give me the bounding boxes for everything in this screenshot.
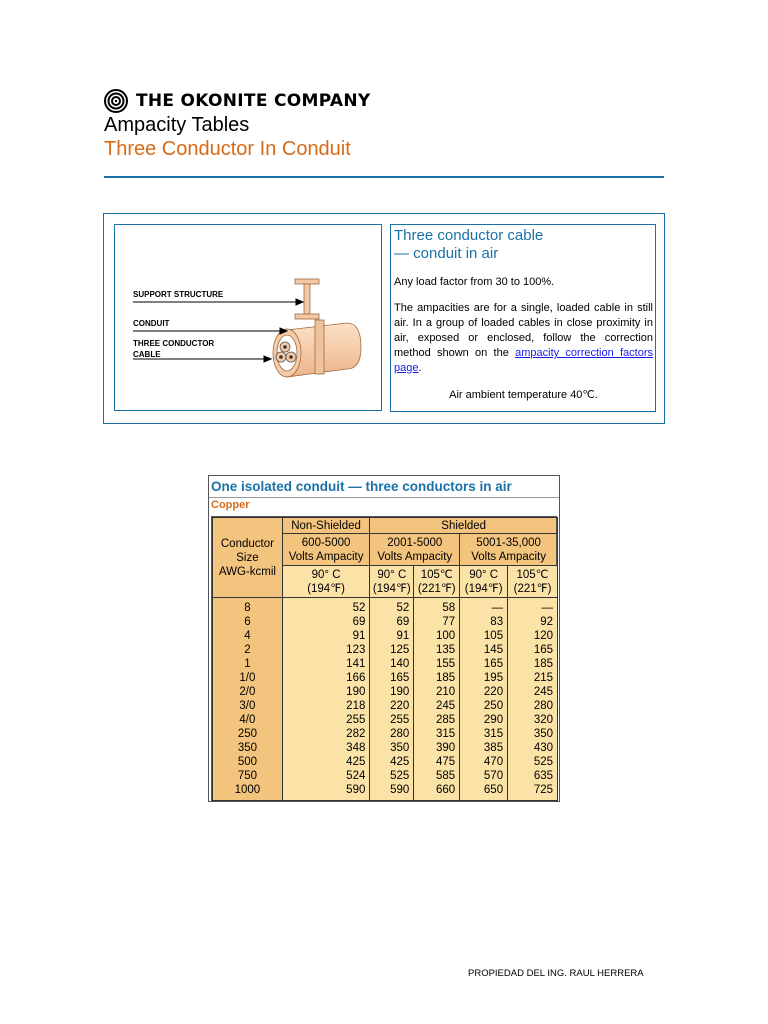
ampacity-value: 135	[436, 644, 456, 656]
ampacity-value: 165	[533, 644, 553, 656]
ampacity-value: 250	[483, 700, 504, 712]
ampacity-value: 220	[483, 686, 504, 698]
material-label: Copper	[211, 499, 250, 511]
temp-header-1	[282, 566, 370, 598]
ampacity-table-container	[208, 475, 560, 802]
header-divider	[104, 176, 664, 178]
temp-c-4: 90° C	[469, 568, 499, 581]
page-subtitle: Three Conductor In Conduit	[104, 138, 351, 160]
ampacity-value: 91	[352, 630, 366, 642]
conditions-heading-line2: — conduit in air	[394, 245, 499, 262]
size-column-header	[213, 518, 283, 598]
ampacity-value: 155	[436, 658, 456, 670]
ampacity-value: 255	[390, 714, 410, 726]
description-period: .	[418, 362, 422, 374]
conductor-size: 2/0	[239, 686, 256, 698]
ampacity-value: 215	[533, 672, 553, 684]
size-header-line1: Conductor	[220, 537, 274, 550]
conductor-size: 250	[237, 728, 257, 740]
conductor-size: 750	[237, 770, 257, 782]
correction-factors-link[interactable]: ampacity correction factors page	[394, 347, 653, 374]
temp-f-3: (221℉)	[417, 582, 456, 595]
ampacity-value: 425	[346, 756, 366, 768]
ampacity-value: 350	[390, 742, 410, 754]
load-factor-text: Any load factor from 30 to 100%.	[394, 276, 555, 288]
ampacity-value: 285	[436, 714, 456, 726]
support-structure-shape	[295, 279, 319, 319]
ampacity-value: 210	[436, 686, 456, 698]
ampacity-value: 282	[346, 728, 366, 740]
ampacity-value: 524	[346, 770, 366, 782]
ampacity-value: 280	[390, 728, 410, 740]
company-name: THE OKONITE COMPANY	[136, 91, 371, 111]
value-list-5	[508, 601, 553, 797]
ampacity-value: 58	[442, 602, 456, 614]
ampacity-value: 315	[436, 728, 456, 740]
ampacity-value: 475	[436, 756, 456, 768]
ampacity-value: 220	[390, 700, 410, 712]
ampacity-value: 91	[396, 630, 410, 642]
ampacity-value: 83	[490, 616, 504, 628]
ampacity-value: 185	[436, 672, 456, 684]
ampacity-value: 218	[346, 700, 366, 712]
ampacity-value: 77	[442, 616, 456, 628]
ampacity-table-frame	[211, 516, 557, 801]
cable-label-line2: CABLE	[133, 350, 161, 359]
ampacity-value: 255	[346, 714, 366, 726]
ampacity-value: 123	[346, 644, 366, 656]
ampacity-description	[394, 301, 653, 376]
volts-header-1	[282, 534, 370, 566]
ampacity-value: 141	[346, 658, 366, 670]
value-list-4	[460, 601, 503, 797]
conductor-size: 4	[244, 630, 251, 642]
ampacity-value: 585	[436, 770, 456, 782]
installation-diagram	[114, 224, 382, 411]
ampacity-value: 385	[483, 742, 504, 754]
temp-c-5: 105℃	[516, 568, 549, 581]
ampacity-value: 145	[483, 644, 504, 656]
ampacity-value: 320	[533, 714, 553, 726]
volts-header-2	[370, 534, 460, 566]
ampacity-value: —	[541, 602, 553, 614]
ampacity-value: 100	[436, 630, 456, 642]
temp-header-5	[508, 566, 558, 598]
ampacity-value: 570	[483, 770, 504, 782]
ampacity-value: 348	[346, 742, 366, 754]
volts-sub-1: Volts Ampacity	[288, 550, 364, 563]
conductor-size: 350	[237, 742, 257, 754]
value-list-3	[414, 601, 455, 797]
ampacity-value: 660	[436, 784, 456, 796]
temp-f-5: (221℉)	[513, 582, 552, 595]
value-column-4	[460, 598, 508, 801]
ampacity-value: 120	[533, 630, 553, 642]
conductor-size: 6	[244, 616, 251, 628]
ampacity-value: 195	[483, 672, 504, 684]
ampacity-value: 650	[483, 784, 504, 796]
ampacity-value: 245	[436, 700, 456, 712]
temp-f-4: (194℉)	[464, 582, 503, 595]
ampacity-value: 525	[533, 756, 553, 768]
ampacity-value: 166	[346, 672, 366, 684]
temp-header-3	[414, 566, 460, 598]
ampacity-value: 52	[396, 602, 410, 614]
ampacity-value: 140	[390, 658, 410, 670]
volts-range-3: 5001-35,000	[476, 536, 541, 549]
ampacity-value: 525	[390, 770, 410, 782]
size-header-line2: Size	[236, 551, 259, 564]
conditions-heading-line1: Three conductor cable	[394, 227, 544, 244]
size-list	[213, 601, 282, 797]
value-list-2	[370, 601, 409, 797]
ampacity-value: 190	[346, 686, 366, 698]
value-column-5	[508, 598, 558, 801]
temp-header-2	[370, 566, 414, 598]
conductor-size: 4/0	[239, 714, 256, 726]
ampacity-value: 635	[533, 770, 553, 782]
temp-f-1: (194℉)	[307, 582, 345, 595]
size-values-cell	[213, 598, 283, 801]
conductor-size: 2	[244, 644, 251, 656]
volts-sub-2: Volts Ampacity	[377, 550, 453, 563]
ampacity-value: 125	[390, 644, 410, 656]
temp-f-2: (194℉)	[372, 582, 411, 595]
conductor-size: 500	[237, 756, 257, 768]
ampacity-value: 590	[346, 784, 366, 796]
value-column-2	[370, 598, 414, 801]
ampacity-value: 430	[533, 742, 553, 754]
ampacity-value: 69	[352, 616, 366, 628]
ampacity-value: 52	[352, 602, 366, 614]
non-shielded-header: Non-Shielded	[282, 518, 370, 534]
table-title: One isolated conduit — three conductors in air	[209, 476, 559, 498]
conductor-size: 1/0	[239, 672, 256, 684]
temp-c-2: 90° C	[377, 568, 407, 581]
ampacity-value: 470	[483, 756, 504, 768]
intro-panel	[103, 213, 665, 424]
ampacity-value: 290	[483, 714, 504, 726]
ampacity-value: 105	[483, 630, 504, 642]
ampacity-value: 185	[533, 658, 553, 670]
ampacity-value: 725	[533, 784, 553, 796]
ampacity-value: 390	[436, 742, 456, 754]
volts-range-2: 2001-5000	[387, 536, 443, 549]
ampacity-value: 425	[390, 756, 410, 768]
conductor-size: 1	[244, 658, 251, 670]
ampacity-value: 315	[483, 728, 504, 740]
ampacity-value: 590	[390, 784, 410, 796]
ampacity-value: —	[491, 602, 504, 614]
conduit-label: CONDUIT	[133, 319, 170, 328]
ampacity-table	[212, 517, 558, 801]
ampacity-value: 350	[533, 728, 553, 740]
company-logo	[104, 88, 371, 114]
value-list-1	[283, 601, 366, 797]
temp-c-3: 105℃	[420, 568, 453, 581]
ambient-temperature-text: Air ambient temperature 40℃.	[449, 389, 598, 401]
conductor-size: 1000	[234, 784, 261, 796]
conditions-box	[390, 224, 656, 412]
ampacity-value: 165	[483, 658, 504, 670]
value-column-3	[414, 598, 460, 801]
size-header-line3: AWG-kcmil	[218, 565, 276, 578]
ampacity-description-text: The ampacities are for a single, loaded cable in still air. In a group of loaded cables in close proximity in air, exposed or enclosed, follow the correction method shown on the	[394, 302, 653, 359]
cable-label-line1: THREE CONDUCTOR	[133, 339, 215, 348]
volts-sub-3: Volts Ampacity	[471, 550, 546, 563]
ampacity-value: 69	[396, 616, 410, 628]
ampacity-value: 165	[390, 672, 410, 684]
ampacity-value: 245	[533, 686, 553, 698]
volts-range-1: 600-5000	[301, 536, 351, 549]
concentric-rings-icon	[104, 89, 128, 113]
page-title: Ampacity Tables	[104, 114, 250, 136]
conductor-size: 3/0	[239, 700, 256, 712]
temp-c-1: 90° C	[311, 568, 341, 581]
shielded-header: Shielded	[370, 518, 558, 534]
ampacity-value: 92	[540, 616, 553, 628]
temp-header-4	[460, 566, 508, 598]
volts-header-3	[460, 534, 558, 566]
ampacity-value: 190	[390, 686, 410, 698]
footer-credit: PROPIEDAD DEL ING. RAUL HERRERA	[468, 968, 644, 979]
support-structure-label: SUPPORT STRUCTURE	[133, 290, 224, 299]
value-column-1	[282, 598, 370, 801]
ampacity-value: 280	[533, 700, 553, 712]
conductor-size: 8	[244, 602, 251, 614]
